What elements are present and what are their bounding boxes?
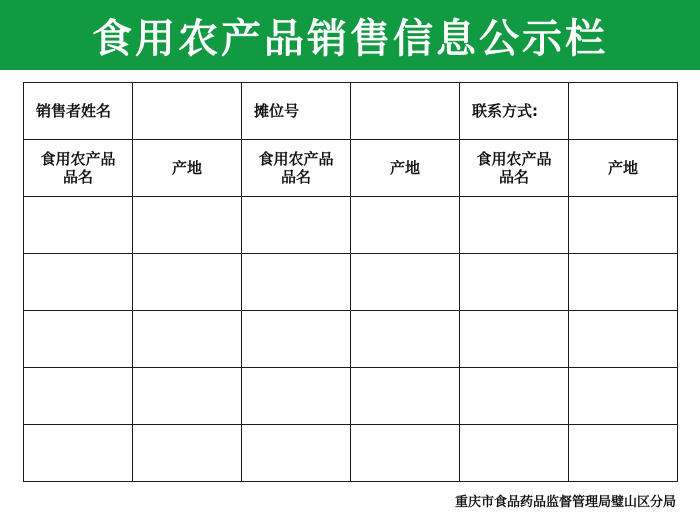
table-cell[interactable] bbox=[569, 425, 678, 482]
contact-field[interactable] bbox=[569, 83, 678, 140]
table-row bbox=[24, 368, 678, 425]
table-cell[interactable] bbox=[133, 254, 242, 311]
product-name-header-line2: 品名 bbox=[62, 168, 93, 186]
origin-header-3: 产地 bbox=[569, 140, 678, 197]
seller-name-label: 销售者姓名 bbox=[24, 83, 133, 140]
table-cell[interactable] bbox=[460, 197, 569, 254]
table-cell[interactable] bbox=[351, 311, 460, 368]
table-row bbox=[24, 425, 678, 482]
product-name-header-2 bbox=[242, 140, 351, 197]
table-cell[interactable] bbox=[133, 368, 242, 425]
table-cell[interactable] bbox=[242, 368, 351, 425]
issuer-footer: 重庆市食品药品监督管理局璧山区分局 bbox=[454, 495, 676, 510]
table-cell[interactable] bbox=[133, 425, 242, 482]
table-cell[interactable] bbox=[24, 368, 133, 425]
table-cell[interactable] bbox=[133, 197, 242, 254]
product-name-header-line2: 品名 bbox=[280, 168, 311, 186]
product-name-header-3 bbox=[460, 140, 569, 197]
seller-info-row bbox=[24, 83, 678, 140]
table-cell[interactable] bbox=[242, 197, 351, 254]
table-cell[interactable] bbox=[24, 254, 133, 311]
product-name-header-line1: 食用农产品 bbox=[258, 150, 334, 168]
table-cell[interactable] bbox=[24, 425, 133, 482]
table-cell[interactable] bbox=[24, 311, 133, 368]
column-header-row bbox=[24, 140, 678, 197]
stall-number-label: 摊位号 bbox=[242, 83, 351, 140]
origin-header-2: 产地 bbox=[351, 140, 460, 197]
product-name-header-line2: 品名 bbox=[498, 168, 529, 186]
table-cell[interactable] bbox=[133, 311, 242, 368]
table-cell[interactable] bbox=[569, 254, 678, 311]
info-table bbox=[23, 82, 678, 482]
contact-label: 联系方式: bbox=[460, 83, 569, 140]
header-banner bbox=[0, 0, 700, 70]
table-row bbox=[24, 254, 678, 311]
table-cell[interactable] bbox=[569, 197, 678, 254]
table-cell[interactable] bbox=[24, 197, 133, 254]
table-cell[interactable] bbox=[569, 311, 678, 368]
table-cell[interactable] bbox=[242, 425, 351, 482]
table-cell[interactable] bbox=[460, 368, 569, 425]
seller-name-field[interactable] bbox=[133, 83, 242, 140]
stall-number-field[interactable] bbox=[351, 83, 460, 140]
table-cell[interactable] bbox=[351, 425, 460, 482]
table-cell[interactable] bbox=[351, 368, 460, 425]
table-cell[interactable] bbox=[460, 254, 569, 311]
product-name-header-1 bbox=[24, 140, 133, 197]
table-cell[interactable] bbox=[351, 197, 460, 254]
product-name-header-line1: 食用农产品 bbox=[40, 150, 116, 168]
table-cell[interactable] bbox=[242, 311, 351, 368]
table-cell[interactable] bbox=[460, 425, 569, 482]
table-cell[interactable] bbox=[460, 311, 569, 368]
table-cell[interactable] bbox=[569, 368, 678, 425]
product-name-header-line1: 食用农产品 bbox=[476, 150, 552, 168]
table-row bbox=[24, 311, 678, 368]
table-row bbox=[24, 197, 678, 254]
page-title: 食用农产品销售信息公示栏 bbox=[92, 15, 608, 62]
origin-header-1: 产地 bbox=[133, 140, 242, 197]
table-cell[interactable] bbox=[242, 254, 351, 311]
table-cell[interactable] bbox=[351, 254, 460, 311]
